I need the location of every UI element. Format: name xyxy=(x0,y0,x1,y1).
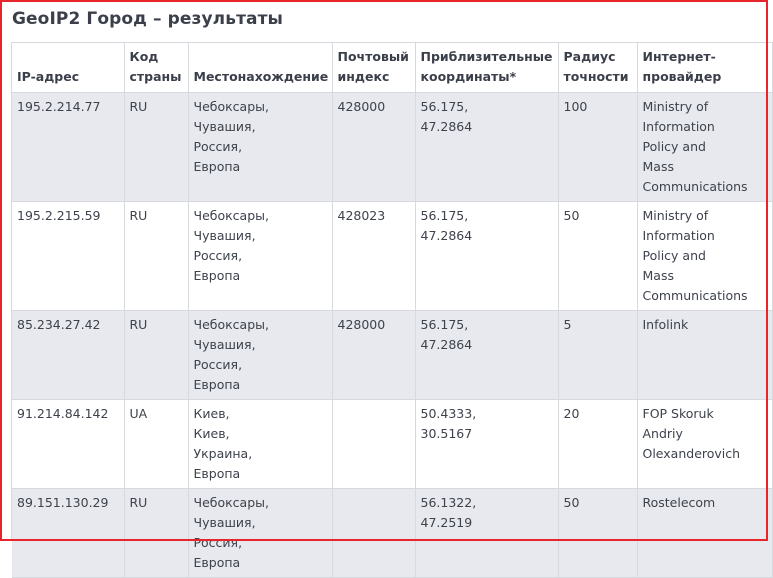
cell-location-line: Чебоксары, xyxy=(193,99,269,114)
cell-location xyxy=(188,93,332,202)
cell-coordinates xyxy=(415,400,558,489)
cell-isp-line: Ministry of xyxy=(642,99,709,114)
header-label-line: Интернет- xyxy=(642,49,716,64)
header-isp xyxy=(637,43,772,93)
cell-location-line: Чебоксары, xyxy=(193,317,269,332)
cell-coordinates-line: 47.2864 xyxy=(420,119,473,134)
cell-location-line: Киев, xyxy=(193,406,230,421)
cell-isp-line: Mass xyxy=(642,268,674,283)
cell-isp-line: FOP Skoruk xyxy=(642,406,714,421)
cell-coordinates xyxy=(415,489,558,578)
cell-accuracy-radius-value: 100 xyxy=(563,99,588,114)
cell-postal-code-value: 428023 xyxy=(337,208,386,223)
cell-location-line: Чебоксары, xyxy=(193,208,269,223)
cell-location xyxy=(188,202,332,311)
cell-isp xyxy=(637,489,772,578)
header-postal-code xyxy=(332,43,415,93)
cell-isp-line: Rostelecom xyxy=(642,495,716,510)
cell-isp-line: Communications xyxy=(642,288,748,303)
cell-postal-code-value: 428000 xyxy=(337,99,386,114)
header-coordinates xyxy=(415,43,558,93)
cell-ip-value: 91.214.84.142 xyxy=(17,406,109,421)
cell-coordinates xyxy=(415,202,558,311)
cell-ip xyxy=(12,400,124,489)
cell-location-line: Чувашия, xyxy=(193,228,256,243)
cell-isp-line: Information xyxy=(642,119,715,134)
cell-country-code-value: RU xyxy=(129,99,148,114)
header-label-line: провайдер xyxy=(642,69,722,84)
cell-isp xyxy=(637,311,772,400)
cell-postal-code xyxy=(332,311,415,400)
header-country-code xyxy=(124,43,188,93)
header-label-line: координаты* xyxy=(420,69,517,84)
cell-coordinates xyxy=(415,93,558,202)
cell-coordinates-line: 56.175, xyxy=(420,208,469,223)
cell-accuracy-radius-value: 50 xyxy=(563,495,580,510)
cell-location-line: Украина, xyxy=(193,446,253,461)
cell-isp xyxy=(637,202,772,311)
cell-location-line: Россия, xyxy=(193,248,243,263)
cell-country-code-value: UA xyxy=(129,406,148,421)
cell-isp-line: Mass xyxy=(642,159,674,174)
table-header-row xyxy=(12,43,772,93)
cell-location-line: Россия, xyxy=(193,357,243,372)
cell-isp xyxy=(637,93,772,202)
cell-postal-code xyxy=(332,93,415,202)
cell-accuracy-radius-value: 20 xyxy=(563,406,580,421)
cell-isp-line: Policy and xyxy=(642,248,706,263)
header-label-line: Код xyxy=(129,49,159,64)
cell-location xyxy=(188,489,332,578)
header-label-line: Местонахождение xyxy=(193,69,329,84)
cell-coordinates-line: 47.2864 xyxy=(420,228,473,243)
cell-location-line: Чувашия, xyxy=(193,515,256,530)
table-row xyxy=(12,202,772,311)
cell-country-code xyxy=(124,489,188,578)
cell-ip xyxy=(12,202,124,311)
cell-accuracy-radius xyxy=(558,93,637,202)
cell-isp-line: Information xyxy=(642,228,715,243)
cell-country-code xyxy=(124,202,188,311)
cell-country-code xyxy=(124,93,188,202)
cell-ip xyxy=(12,489,124,578)
table-row xyxy=(12,93,772,202)
cell-postal-code xyxy=(332,400,415,489)
cell-ip-value: 195.2.215.59 xyxy=(17,208,101,223)
header-label-line: индекс xyxy=(337,69,390,84)
cell-accuracy-radius-value: 5 xyxy=(563,317,572,332)
table-row xyxy=(12,400,772,489)
cell-location xyxy=(188,311,332,400)
cell-country-code xyxy=(124,400,188,489)
cell-coordinates-line: 47.2864 xyxy=(420,337,473,352)
cell-postal-code xyxy=(332,489,415,578)
cell-location-line: Чебоксары, xyxy=(193,495,269,510)
cell-isp-line: Olexanderovich xyxy=(642,446,741,461)
cell-country-code xyxy=(124,311,188,400)
page-title: GeoIP2 Город – результаты xyxy=(12,9,284,29)
cell-coordinates-line: 56.175, xyxy=(420,317,469,332)
results-table xyxy=(12,42,773,578)
cell-isp-line: Ministry of xyxy=(642,208,709,223)
cell-ip-value: 85.234.27.42 xyxy=(17,317,101,332)
cell-location-line: Европа xyxy=(193,159,241,174)
cell-country-code-value: RU xyxy=(129,208,148,223)
cell-location-line: Чувашия, xyxy=(193,119,256,134)
cell-isp-line: Andriy xyxy=(642,426,683,441)
cell-coordinates-line: 56.175, xyxy=(420,99,469,114)
cell-location-line: Европа xyxy=(193,555,241,570)
header-label-line: Приблизительные xyxy=(420,49,553,64)
header-label-line: Почтовый xyxy=(337,49,409,64)
cell-location-line: Чувашия, xyxy=(193,337,256,352)
cell-coordinates-line: 56.1322, xyxy=(420,495,477,510)
cell-coordinates-line: 50.4333, xyxy=(420,406,477,421)
cell-location-line: Европа xyxy=(193,466,241,481)
cell-ip-value: 195.2.214.77 xyxy=(17,99,101,114)
cell-coordinates xyxy=(415,311,558,400)
table-row xyxy=(12,489,772,578)
cell-location-line: Европа xyxy=(193,268,241,283)
cell-accuracy-radius-value: 50 xyxy=(563,208,580,223)
cell-postal-code-value: 428000 xyxy=(337,317,386,332)
cell-ip xyxy=(12,93,124,202)
cell-location-line: Европа xyxy=(193,377,241,392)
cell-isp-line: Policy and xyxy=(642,139,706,154)
cell-postal-code xyxy=(332,202,415,311)
cell-coordinates-line: 47.2519 xyxy=(420,515,473,530)
cell-location-line: Киев, xyxy=(193,426,230,441)
cell-accuracy-radius xyxy=(558,489,637,578)
header-label-line: Радиус xyxy=(563,49,616,64)
cell-country-code-value: RU xyxy=(129,317,148,332)
cell-ip xyxy=(12,311,124,400)
cell-ip-value: 89.151.130.29 xyxy=(17,495,109,510)
cell-isp-line: Communications xyxy=(642,179,748,194)
cell-country-code-value: RU xyxy=(129,495,148,510)
table-row xyxy=(12,311,772,400)
cell-accuracy-radius xyxy=(558,202,637,311)
header-label-line: страны xyxy=(129,69,182,84)
cell-isp xyxy=(637,400,772,489)
header-ip xyxy=(12,43,124,93)
cell-location-line: Россия, xyxy=(193,535,243,550)
header-label-line: IP-адрес xyxy=(17,69,80,84)
cell-isp-line: Infolink xyxy=(642,317,689,332)
cell-location xyxy=(188,400,332,489)
results-table-container[interactable] xyxy=(11,42,748,570)
header-label-line: точности xyxy=(563,69,629,84)
header-location xyxy=(188,43,332,93)
cell-accuracy-radius xyxy=(558,400,637,489)
cell-location-line: Россия, xyxy=(193,139,243,154)
header-accuracy-radius xyxy=(558,43,637,93)
cell-accuracy-radius xyxy=(558,311,637,400)
cell-coordinates-line: 30.5167 xyxy=(420,426,473,441)
